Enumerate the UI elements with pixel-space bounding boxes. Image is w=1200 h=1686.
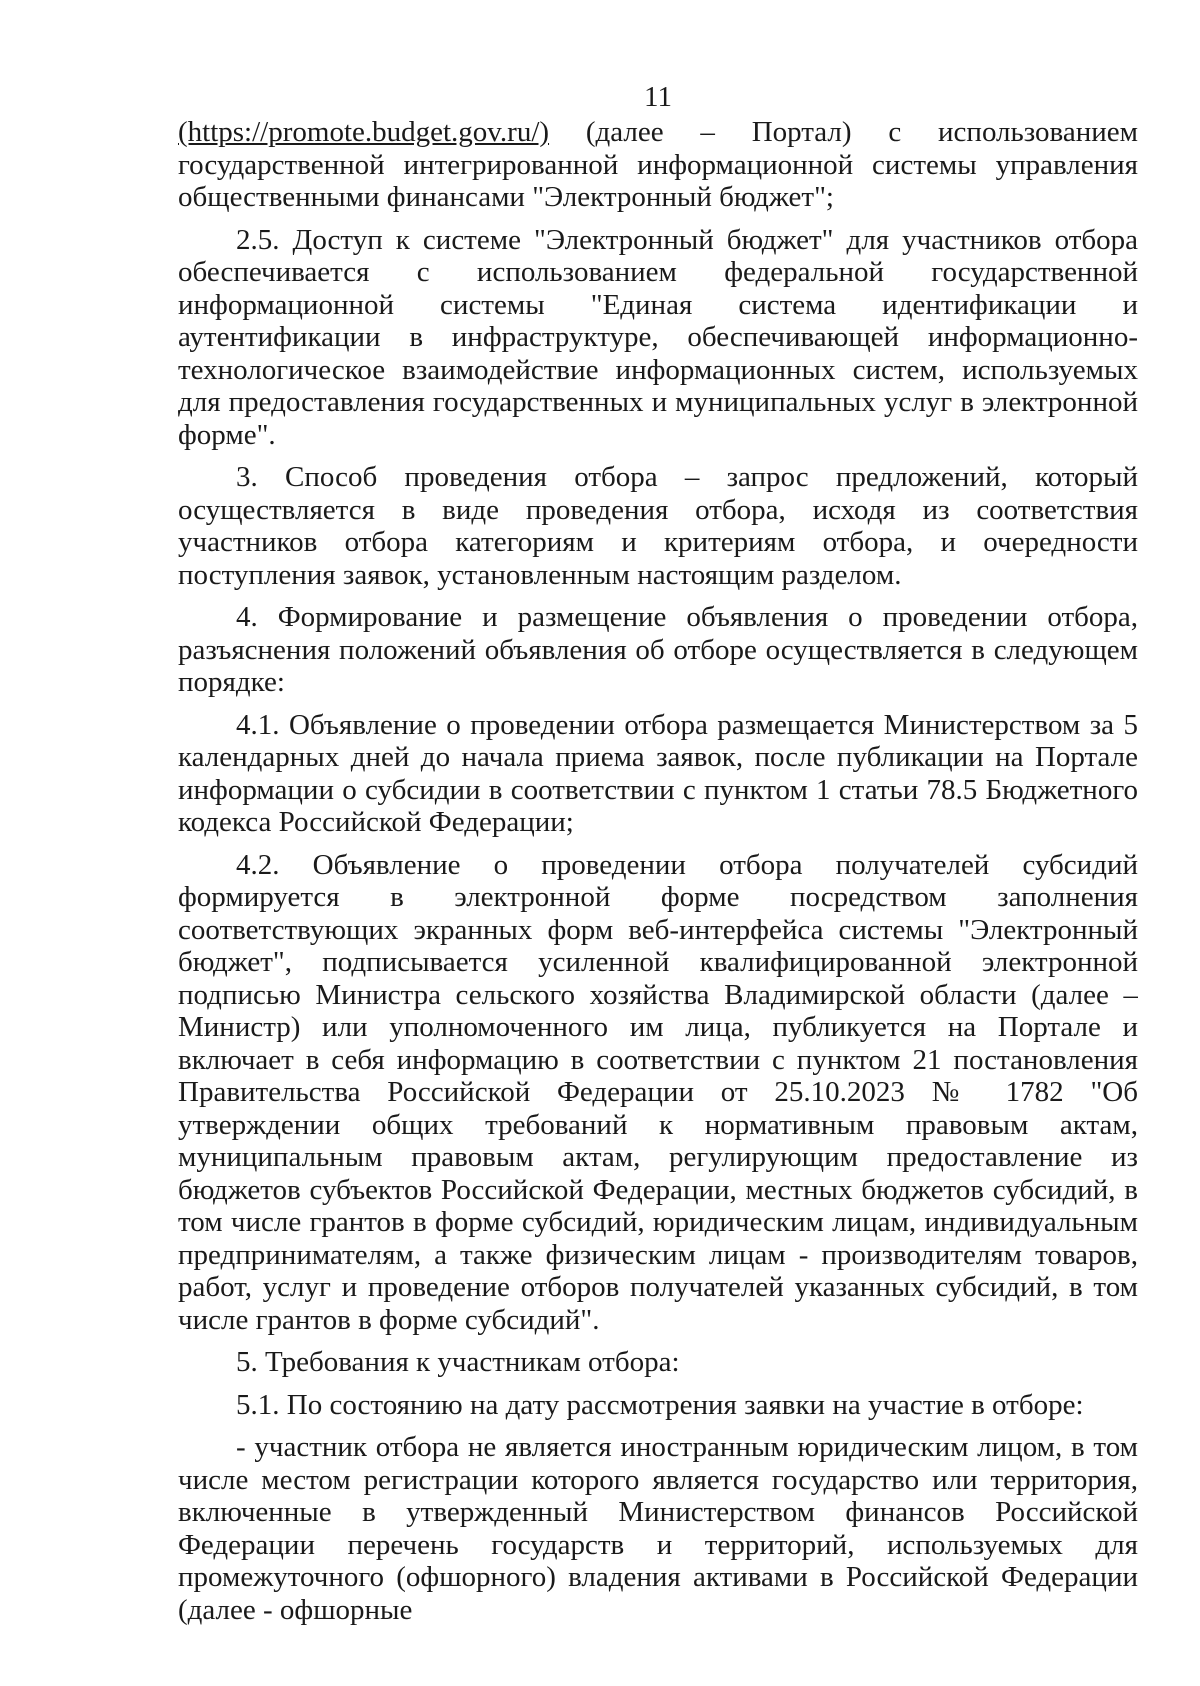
paragraph-portal <box>178 116 1138 214</box>
page-number: 11 <box>644 81 672 113</box>
document-page <box>178 80 1138 1660</box>
paragraph-portal-text: (далее – Портал) с использованием государственной интегрированной информационной системы управления общественными финансами "Электронный бюджет"; <box>178 116 1138 213</box>
paragraph-4-1: 4.1. Объявление о проведении отбора размещается Министерством за 5 календарных дней до начала приема заявок, после публикации на Портале информации о субсидии в соответствии с пунктом 1 статьи 78.5 Бюджетного кодекса Российской Федерации; <box>178 708 1138 838</box>
paragraph-5-1-item: - участник отбора не является иностранным юридическим лицом, в том числе местом регистрации которого является государство или территория, включенные в утвержденный Министерством финансов Российской Федерации перечень государств и территорий, используемых для промежуточного (офшорного) владения активами в Российской Федерации (далее - офшорные <box>178 1431 1138 1626</box>
paragraph-5: 5. Требования к участникам отбора: <box>236 1346 680 1378</box>
paragraph-3: 3. Способ проведения отбора – запрос предложений, который осуществляется в виде проведения отбора, исходя из соответствия участников отбора категориям и критериям отбора, и очередности поступления заявок, установленным настоящим разделом. <box>178 461 1138 591</box>
paragraph-5-1: 5.1. По состоянию на дату рассмотрения заявки на участие в отборе: <box>236 1388 1084 1421</box>
paragraph-4-2: 4.2. Объявление о проведении отбора получателей субсидий формируется в электронной форме посредством заполнения соответствующих экранных форм веб-интерфейса системы "Электронный бюджет", подписывается усиленной квалифицированной электронной подписью Министра сельского хозяйства Владимирской области (далее – Министр) или уполномоченного им лица, публикуется на Портале и включает в себя информацию в соответствии с пунктом 21 постановления Правительства Российской Федерации от 25.10.2023 № 1782 "Об утверждении общих требований к нормативным правовым актам, муниципальным правовым актам, регулирующим предоставление из бюджетов субъектов Российской Федерации, местных бюджетов субсидий, в том числе грантов в форме субсидий, юридическим лицам, индивидуальным предпринимателям, а также физическим лицам - производителям товаров, работ, услуг и проведение отборов получателей указанных субсидий, в том числе грантов в форме субсидий". <box>178 848 1138 1336</box>
paragraph-2-5: 2.5. Доступ к системе "Электронный бюджет" для участников отбора обеспечивается с использованием федеральной государственной информационной системы "Единая система идентификации и аутентификации в инфраструктуре, обеспечивающей информационно-технологическое взаимодействие информационных систем, используемых для предоставления государственных и муниципальных услуг в электронной форме". <box>178 223 1138 451</box>
paragraph-4: 4. Формирование и размещение объявления о проведении отбора, разъяснения положений объявления об отборе осуществляется в следующем порядке: <box>178 601 1138 698</box>
portal-link[interactable]: (https://promote.budget.gov.ru/) <box>178 116 550 148</box>
